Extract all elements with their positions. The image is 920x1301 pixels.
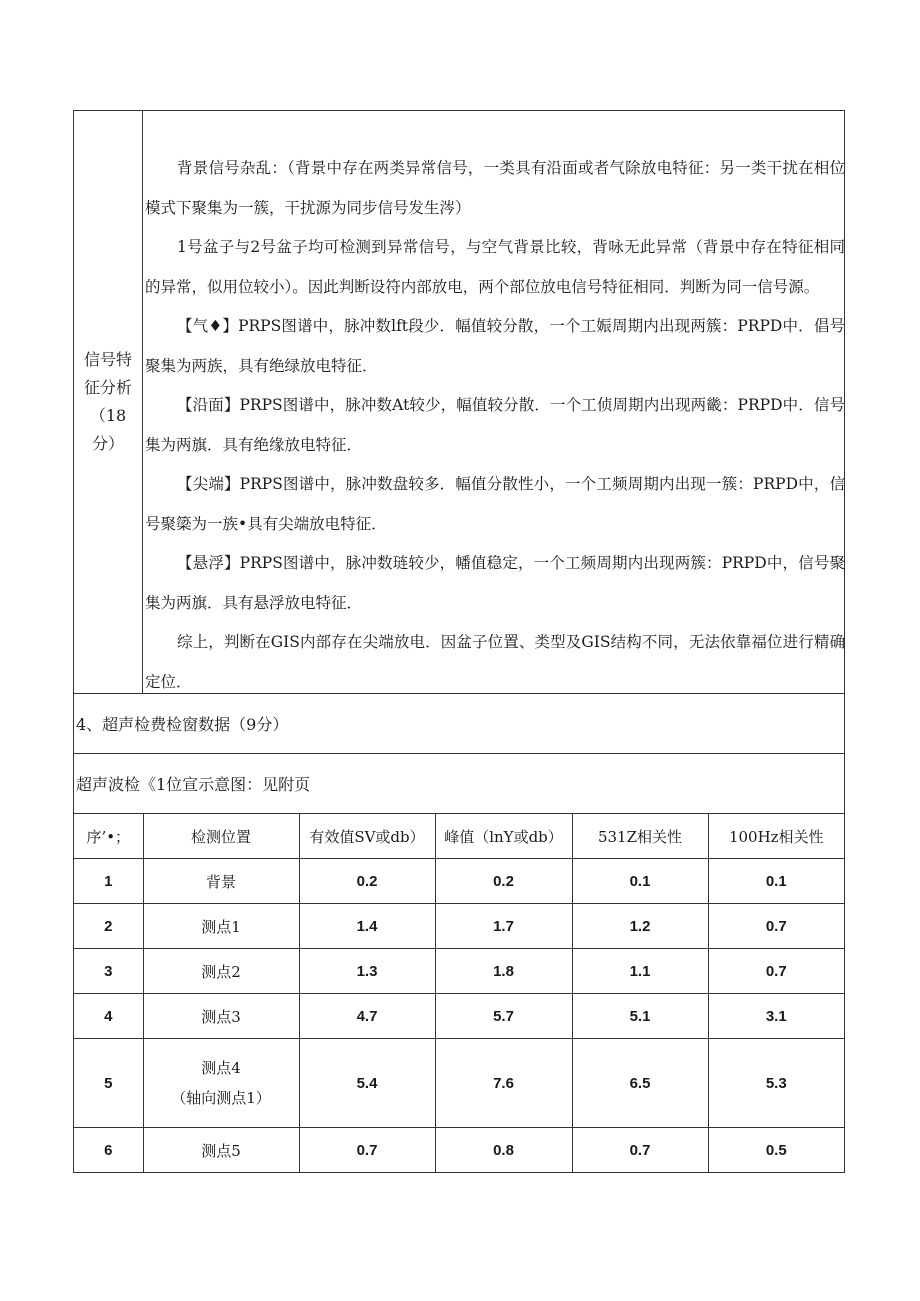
table-row (74, 1039, 844, 1128)
section-heading: 4、超声检费检窗数据（9分） (74, 693, 844, 753)
table-row (74, 949, 844, 994)
cell-seq: 3 (74, 949, 143, 994)
signal-analysis-label (74, 111, 143, 693)
cell-position: 测点2 (143, 949, 299, 994)
cell-peak: 0.8 (435, 1128, 572, 1173)
cell-rms: 5.4 (299, 1039, 435, 1128)
cell-50hz: 1.1 (572, 949, 708, 994)
cell-position: 测点5 (143, 1128, 299, 1173)
cell-100hz: 0.5 (708, 1128, 844, 1173)
cell-100hz: 5.3 (708, 1039, 844, 1128)
cell-peak: 0.2 (435, 859, 572, 904)
header-100hz: 100Hz相关性 (708, 814, 844, 859)
analysis-paragraph: 1号盆子与2号盆子均可检测到异常信号，与空气背景比较，背咏无此异常（背景中存在特征相同的异常，似用位较小）。因此判断设符内部放电，两个部位放电信号特征相同．判断为同一信号源。 (145, 238, 845, 296)
cell-50hz: 0.7 (572, 1128, 708, 1173)
cell-100hz: 0.1 (708, 859, 844, 904)
header-peak: 峰值（lnY或db） (435, 814, 572, 859)
header-position: 检测位置 (143, 814, 299, 859)
analysis-paragraph: 综上，判断在GIS内部存在尖端放电．因盆子位置、类型及GIS结构不同，无法依靠福位进行精确定位． (145, 633, 845, 691)
cell-seq: 1 (74, 859, 143, 904)
cell-position: 测点1 (143, 904, 299, 949)
signal-analysis-row (74, 111, 844, 693)
cell-50hz: 0.1 (572, 859, 708, 904)
cell-100hz: 0.7 (708, 949, 844, 994)
location-note: 超声波检《1位宣示意图：见附页 (74, 753, 844, 813)
cell-rms: 1.4 (299, 904, 435, 949)
analysis-paragraph: 【尖端】PRPS图谱中，脉冲数盘较多．幅值分散性小，一个工频周期内出现一簇：PRPD中，信号聚簗为一族•具有尖端放电特征． (145, 475, 845, 533)
cell-position: 测点3 (143, 994, 299, 1039)
cell-seq: 4 (74, 994, 143, 1039)
label-line: 信号特 (83, 350, 132, 369)
cell-rms: 0.2 (299, 859, 435, 904)
cell-rms: 4.7 (299, 994, 435, 1039)
cell-peak: 1.8 (435, 949, 572, 994)
header-50hz: 531Z相关性 (572, 814, 708, 859)
label-line: （18 (89, 406, 127, 425)
cell-100hz: 0.7 (708, 904, 844, 949)
cell-rms: 0.7 (299, 1128, 435, 1173)
label-line: 分） (91, 434, 124, 453)
cell-50hz: 1.2 (572, 904, 708, 949)
report-table (73, 110, 845, 1173)
table-row (74, 859, 844, 904)
cell-50hz: 6.5 (572, 1039, 708, 1128)
cell-seq: 5 (74, 1039, 143, 1128)
cell-position-line: （轴向测点1） (171, 1089, 271, 1107)
cell-position (143, 1039, 299, 1128)
cell-50hz: 5.1 (572, 994, 708, 1039)
header-rms: 有效值SV或db） (299, 814, 435, 859)
cell-peak: 7.6 (435, 1039, 572, 1128)
cell-seq: 6 (74, 1128, 143, 1173)
table-row (74, 994, 844, 1039)
analysis-paragraph: 【气♦】PRPS图谱中，脉冲数lft段少．幅值较分散，一个工娠周期内出现两簇：PRPD中．倡号聚集为两族，具有绝绿放电特征． (145, 317, 845, 375)
table-row (74, 904, 844, 949)
analysis-paragraph: 【沿面】PRPS图谱中，脉冲数At较少，幅值较分散．一个工侦周期内出现两畿：PRPD中．信号集为两旗．具有绝缘放电特征． (145, 396, 845, 454)
cell-100hz: 3.1 (708, 994, 844, 1039)
signal-analysis-content (145, 149, 845, 702)
cell-position: 背景 (143, 859, 299, 904)
label-line: 征分析 (83, 378, 132, 397)
cell-position-line: 测点4 (201, 1059, 241, 1077)
cell-peak: 1.7 (435, 904, 572, 949)
ultrasonic-data-table-wrapper (74, 813, 844, 1172)
cell-seq: 2 (74, 904, 143, 949)
header-seq: 序’•； (74, 814, 143, 859)
table-row (74, 1128, 844, 1173)
cell-rms: 1.3 (299, 949, 435, 994)
table-header-row (74, 814, 844, 859)
cell-peak: 5.7 (435, 994, 572, 1039)
analysis-paragraph: 背景信号杂乱：（背景中存在两类异常信号，一类具有沿面或者气除放电特征：另一类干扰在相位模式下聚集为一簇，干扰源为同步信号发生涔） (145, 159, 845, 217)
ultrasonic-data-table (74, 813, 844, 1172)
analysis-paragraph: 【悬浮】PRPS图谱中，脉冲数琏较少，幡值稳定，一个工频周期内出现两簇：PRPD中，信号聚集为两旗．具有悬浮放电特征． (145, 554, 845, 612)
